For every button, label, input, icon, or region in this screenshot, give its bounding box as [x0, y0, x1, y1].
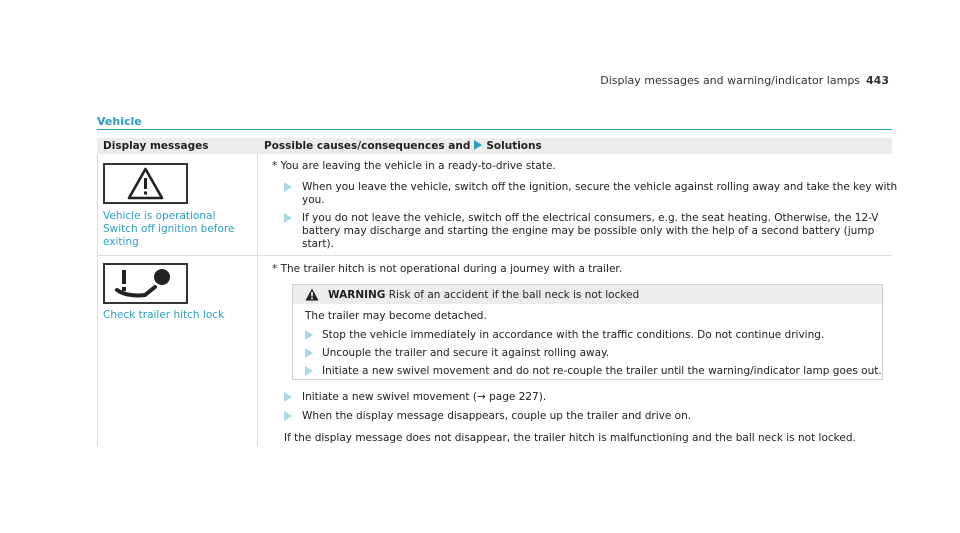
- step-bullet-icon: [305, 330, 313, 340]
- header-title: Display messages and warning/indicator lamps: [600, 74, 861, 87]
- warning-step: Uncouple the trailer and secure it against rolling away.: [322, 347, 610, 359]
- solution-step: If you do not leave the vehicle, switch off the electrical consumers, e.g. the seat heating. Otherwise, the 12-V battery may discharge and starting the engine may be possible only with the help of a second battery (jump start).: [302, 212, 879, 250]
- step-bullet-icon: [284, 411, 292, 421]
- page-number: 443: [866, 74, 889, 87]
- arrow-right-icon: [474, 140, 482, 150]
- solution-step: When the display message disappears, couple up the trailer and drive on.: [302, 410, 692, 422]
- display-message-vehicle-operational: Vehicle is operational Switch off ignition before exiting: [103, 210, 235, 248]
- page-header: [600, 74, 889, 87]
- column-header-solutions: [264, 140, 542, 152]
- column-header-display-messages: Display messages: [103, 140, 209, 152]
- warning-triangle-icon: [305, 288, 319, 301]
- section-rule: [97, 129, 892, 130]
- warning-triangle-icon: [103, 163, 188, 204]
- warning-heading: WARNING Risk of an accident if the ball neck is not locked: [328, 289, 640, 301]
- column-header-prefix: Possible causes/consequences and: [264, 140, 471, 152]
- column-header-suffix: Solutions: [486, 140, 542, 152]
- solution-step: When you leave the vehicle, switch off the ignition, secure the vehicle against rolling away and take the key with you.: [302, 181, 898, 206]
- trailer-hitch-warning-icon: [103, 263, 188, 304]
- warning-body: The trailer may become detached.: [305, 310, 487, 322]
- row-divider: [97, 255, 892, 256]
- step-bullet-icon: [284, 392, 292, 402]
- column-divider: [257, 154, 258, 446]
- warning-step: Initiate a new swivel movement and do not re-couple the trailer until the warning/indicator lamp goes out.: [322, 365, 882, 377]
- solution-step: Initiate a new swivel movement (→ page 227).: [302, 391, 547, 403]
- step-bullet-icon: [284, 182, 292, 192]
- footer-note: If the display message does not disappear, the trailer hitch is malfunctioning and the ball neck is not locked.: [284, 432, 856, 444]
- step-bullet-icon: [305, 366, 313, 376]
- display-message-check-trailer-hitch: Check trailer hitch lock: [103, 309, 225, 321]
- table-left-border: [97, 154, 98, 446]
- step-bullet-icon: [284, 213, 292, 223]
- cause-text: * You are leaving the vehicle in a ready-to-drive state.: [272, 160, 556, 172]
- warning-step: Stop the vehicle immediately in accordance with the traffic conditions. Do not continue driving.: [322, 329, 825, 341]
- cause-text: * The trailer hitch is not operational during a journey with a trailer.: [272, 263, 623, 275]
- step-bullet-icon: [305, 348, 313, 358]
- warning-box: [292, 284, 883, 380]
- section-title: Vehicle: [97, 115, 142, 128]
